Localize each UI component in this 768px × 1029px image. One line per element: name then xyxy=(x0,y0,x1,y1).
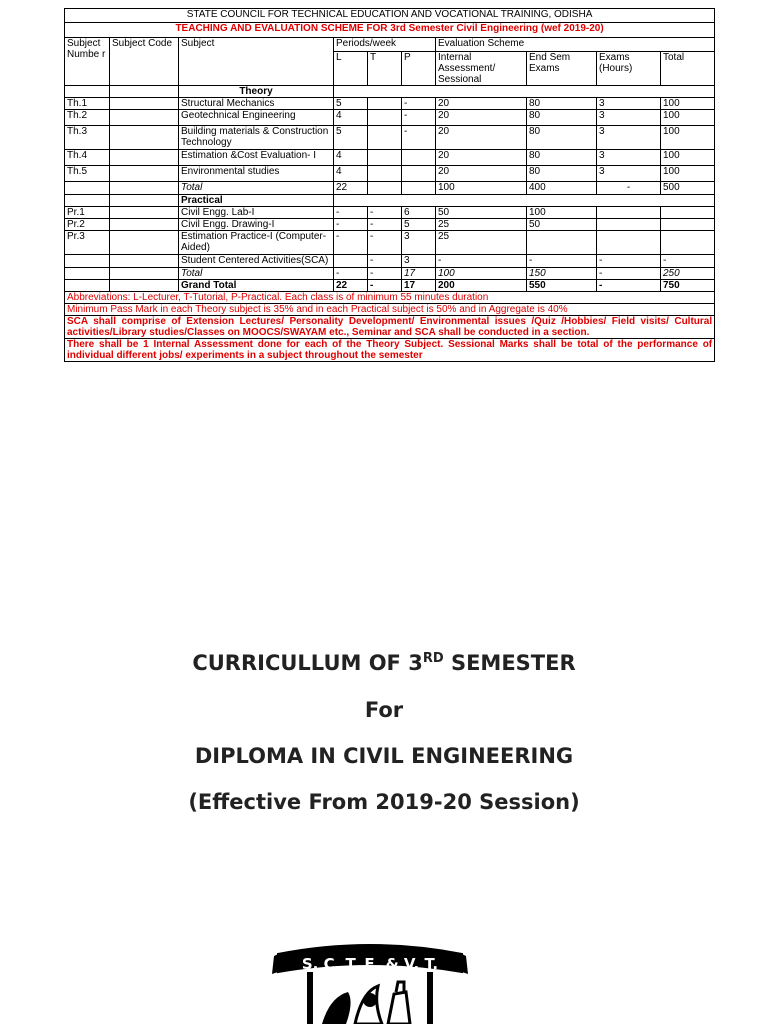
practical-total-l: - xyxy=(334,268,368,280)
practical-total-label: Total xyxy=(179,268,334,280)
theory-subject-code xyxy=(110,98,179,110)
curriculum-heading xyxy=(0,651,768,675)
practical-subject-code xyxy=(110,207,179,219)
theory-subject-name: Environmental studies xyxy=(179,166,334,182)
theory-total-hours: - xyxy=(597,182,661,195)
scheme-title: TEACHING AND EVALUATION SCHEME FOR 3rd Semester Civil Engineering (wef 2019-20) xyxy=(65,23,715,38)
theory-subject-code xyxy=(110,126,179,150)
theory-practical-periods xyxy=(402,166,436,182)
theory-total-marks: 100 xyxy=(661,126,715,150)
theory-total-internal: 100 xyxy=(436,182,527,195)
theory-row xyxy=(65,98,715,110)
theory-tutorial-periods xyxy=(368,110,402,126)
theory-tutorial-periods xyxy=(368,126,402,150)
practical-total-internal: 100 xyxy=(436,268,527,280)
header-subject: Subject xyxy=(179,38,334,86)
practical-section-row xyxy=(65,195,715,207)
practical-total-marks xyxy=(661,207,715,219)
theory-end-sem-marks: 80 xyxy=(527,150,597,166)
grand-total-l: 22 xyxy=(334,280,368,292)
internal-assessment-note: There shall be 1 Internal Assessment done for each of the Theory Subject. Sessional Marks shall be total of the performance of individual different jobs/ experiments in a subject throughout the semester xyxy=(65,339,715,362)
practical-end-sem-marks xyxy=(527,231,597,255)
pass-mark-note: Minimum Pass Mark in each Theory subject is 35% and in each Practical subject is 50% and in Aggregate is 40% xyxy=(65,304,715,316)
theory-total-marks: 100 xyxy=(661,150,715,166)
header-exam-hours: Exams (Hours) xyxy=(597,52,661,86)
practical-subject-number: Pr.2 xyxy=(65,219,110,231)
practical-subject-code xyxy=(110,231,179,255)
theory-end-sem-marks: 80 xyxy=(527,126,597,150)
practical-practical-periods: 5 xyxy=(402,219,436,231)
theory-subject-number: Th.1 xyxy=(65,98,110,110)
practical-subject-number: Pr.1 xyxy=(65,207,110,219)
note-row xyxy=(65,339,715,362)
sctevt-emblem-icon xyxy=(270,942,470,1029)
theory-section-label: Theory xyxy=(179,86,334,98)
theory-subject-number: Th.5 xyxy=(65,166,110,182)
practical-total-marks xyxy=(661,219,715,231)
theory-tutorial-periods xyxy=(368,98,402,110)
practical-total-p: 17 xyxy=(402,268,436,280)
theory-total-marks: 100 xyxy=(661,110,715,126)
theory-total-l: 22 xyxy=(334,182,368,195)
theory-lecture-periods: 4 xyxy=(334,110,368,126)
practical-total-marks: 250 xyxy=(661,268,715,280)
practical-practical-periods: 3 xyxy=(402,231,436,255)
practical-end-sem-marks: 100 xyxy=(527,207,597,219)
practical-total-row xyxy=(65,268,715,280)
theory-practical-periods: - xyxy=(402,98,436,110)
header-internal-assessment: Internal Assessment/ Sessional xyxy=(436,52,527,86)
theory-lecture-periods: 5 xyxy=(334,126,368,150)
effective-session-line: (Effective From 2019-20 Session) xyxy=(188,790,580,814)
theory-internal-assessment-marks: 20 xyxy=(436,150,527,166)
theory-row xyxy=(65,110,715,126)
header-row-1 xyxy=(65,38,715,52)
practical-subject-number: Pr.3 xyxy=(65,231,110,255)
theory-internal-assessment-marks: 20 xyxy=(436,166,527,182)
practical-subject-name: Civil Engg. Lab-I xyxy=(179,207,334,219)
theory-subject-code xyxy=(110,110,179,126)
practical-lecture-periods: - xyxy=(334,231,368,255)
practical-subject-name: Civil Engg. Drawing-I xyxy=(179,219,334,231)
grand-total-internal: 200 xyxy=(436,280,527,292)
theory-internal-assessment-marks: 20 xyxy=(436,110,527,126)
theory-total-marks: 100 xyxy=(661,98,715,110)
practical-tutorial-periods: - xyxy=(368,231,402,255)
svg-text:S. C. T. E. & V. T.: S. C. T. E. & V. T. xyxy=(301,955,439,973)
theory-subject-number: Th.2 xyxy=(65,110,110,126)
practical-internal-assessment-marks: 25 xyxy=(436,231,527,255)
header-periods-week: Periods/week xyxy=(334,38,436,52)
header-subject-number: Subject Numbe r xyxy=(65,38,110,86)
theory-exam-hours: 3 xyxy=(597,166,661,182)
note-row xyxy=(65,304,715,316)
practical-internal-assessment-marks: - xyxy=(436,255,527,268)
theory-subject-name: Building materials & Construction Technology xyxy=(179,126,334,150)
theory-row xyxy=(65,126,715,150)
practical-end-sem-marks: 50 xyxy=(527,219,597,231)
practical-subject-code xyxy=(110,255,179,268)
theory-subject-number: Th.3 xyxy=(65,126,110,150)
practical-exam-hours: - xyxy=(597,255,661,268)
grand-total-label: Grand Total xyxy=(179,280,334,292)
theory-row xyxy=(65,150,715,166)
practical-end-sem-marks: - xyxy=(527,255,597,268)
theory-end-sem-marks: 80 xyxy=(527,166,597,182)
theory-subject-code xyxy=(110,150,179,166)
header-end-sem-exams: End Sem Exams xyxy=(527,52,597,86)
theory-row xyxy=(65,166,715,182)
header-evaluation-scheme: Evaluation Scheme xyxy=(436,38,715,52)
abbreviations-note: Abbreviations: L-Lecturer, T-Tutorial, P-Practical. Each class is of minimum 55 minutes duration xyxy=(65,292,715,304)
theory-total-row xyxy=(65,182,715,195)
theory-exam-hours: 3 xyxy=(597,110,661,126)
theory-subject-number: Th.4 xyxy=(65,150,110,166)
practical-total-hours: - xyxy=(597,268,661,280)
practical-total-marks: - xyxy=(661,255,715,268)
theory-internal-assessment-marks: 20 xyxy=(436,98,527,110)
theory-lecture-periods: 4 xyxy=(334,150,368,166)
practical-section-label: Practical xyxy=(179,195,334,207)
practical-total-marks xyxy=(661,231,715,255)
theory-total-marks: 500 xyxy=(661,182,715,195)
theory-subject-name: Estimation &Cost Evaluation- I xyxy=(179,150,334,166)
grand-total-p: 17 xyxy=(402,280,436,292)
header-total: Total xyxy=(661,52,715,86)
header-t: T xyxy=(368,52,402,86)
theory-lecture-periods: 4 xyxy=(334,166,368,182)
practical-practical-periods: 3 xyxy=(402,255,436,268)
practical-tutorial-periods: - xyxy=(368,207,402,219)
theory-subject-name: Structural Mechanics xyxy=(179,98,334,110)
practical-row xyxy=(65,231,715,255)
theory-exam-hours: 3 xyxy=(597,126,661,150)
teaching-evaluation-scheme-table xyxy=(64,8,715,362)
practical-tutorial-periods: - xyxy=(368,219,402,231)
theory-end-sem-marks: 80 xyxy=(527,110,597,126)
curriculum-heading-semester: SEMESTER xyxy=(443,651,576,675)
practical-row xyxy=(65,219,715,231)
theory-practical-periods: - xyxy=(402,126,436,150)
practical-subject-name: Student Centered Activities(SCA) xyxy=(179,255,334,268)
theory-subject-name: Geotechnical Engineering xyxy=(179,110,334,126)
theory-total-label: Total xyxy=(179,182,334,195)
practical-lecture-periods: - xyxy=(334,219,368,231)
theory-lecture-periods: 5 xyxy=(334,98,368,110)
theory-practical-periods xyxy=(402,150,436,166)
practical-total-t: - xyxy=(368,268,402,280)
theory-subject-code xyxy=(110,166,179,182)
theory-section-row xyxy=(65,86,715,98)
for-line: For xyxy=(364,698,404,722)
theory-tutorial-periods xyxy=(368,150,402,166)
header-p: P xyxy=(402,52,436,86)
grand-total-hours: - xyxy=(597,280,661,292)
practical-exam-hours xyxy=(597,207,661,219)
header-l: L xyxy=(334,52,368,86)
practical-subject-number xyxy=(65,255,110,268)
practical-practical-periods: 6 xyxy=(402,207,436,219)
practical-total-end-sem: 150 xyxy=(527,268,597,280)
practical-lecture-periods xyxy=(334,255,368,268)
grand-total-t: - xyxy=(368,280,402,292)
practical-tutorial-periods: - xyxy=(368,255,402,268)
practical-exam-hours xyxy=(597,219,661,231)
theory-total-end-sem: 400 xyxy=(527,182,597,195)
grand-total-end-sem: 550 xyxy=(527,280,597,292)
practical-lecture-periods: - xyxy=(334,207,368,219)
theory-internal-assessment-marks: 20 xyxy=(436,126,527,150)
sca-note: SCA shall comprise of Extension Lectures/ Personality Development/ Environmental issues /Quiz /Hobbies/ Field visits/ Cultural activities/Library studies/Classes on MOOCS/SWAYAM etc., Seminar and SCA shall be conducted in a section. xyxy=(65,316,715,339)
practical-subject-name: Estimation Practice-I (Computer-Aided) xyxy=(179,231,334,255)
practical-subject-code xyxy=(110,219,179,231)
practical-internal-assessment-marks: 50 xyxy=(436,207,527,219)
practical-row xyxy=(65,255,715,268)
practical-row xyxy=(65,207,715,219)
grand-total-marks: 750 xyxy=(661,280,715,292)
practical-internal-assessment-marks: 25 xyxy=(436,219,527,231)
theory-exam-hours: 3 xyxy=(597,98,661,110)
theory-end-sem-marks: 80 xyxy=(527,98,597,110)
note-row xyxy=(65,292,715,304)
theory-exam-hours: 3 xyxy=(597,150,661,166)
curriculum-heading-text: CURRICULLUM OF 3 xyxy=(192,651,423,675)
theory-tutorial-periods xyxy=(368,166,402,182)
note-row xyxy=(65,316,715,339)
grand-total-row xyxy=(65,280,715,292)
diploma-heading: DIPLOMA IN CIVIL ENGINEERING xyxy=(194,744,574,768)
scheme-title-row xyxy=(65,23,715,38)
header-subject-code: Subject Code xyxy=(110,38,179,86)
curriculum-heading-ordinal: RD xyxy=(422,651,444,666)
theory-total-marks: 100 xyxy=(661,166,715,182)
theory-practical-periods: - xyxy=(402,110,436,126)
council-title-row xyxy=(65,9,715,23)
council-title: STATE COUNCIL FOR TECHNICAL EDUCATION AND VOCATIONAL TRAINING, ODISHA xyxy=(65,9,715,23)
practical-exam-hours xyxy=(597,231,661,255)
